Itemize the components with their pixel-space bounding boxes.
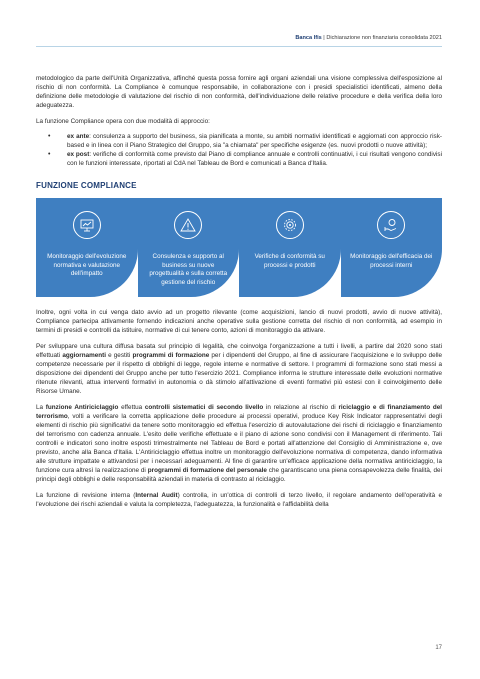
- text-run: che garantiscano una piena consapevolezza delle finalità, dei principi degli obblighi e delle responsabilità aziendali in materia di contrasto al riciclaggio.: [36, 467, 442, 483]
- section-title: FUNZIONE COMPLIANCE: [36, 181, 137, 190]
- approach-list: [48, 132, 442, 168]
- card-process-effectiveness: [341, 198, 443, 297]
- document-title: Dichiarazione non finanziaria consolidata 2021: [326, 35, 442, 41]
- paragraph-projects: Inoltre, ogni volta in cui venga dato avvio ad un progetto rilevante (come acquisizioni, lancio di nuovi prodotti, avvio di nuove attività), Compliance partecipa attivamente fornendo indicazioni anche operative sulla gestione corretta del rischio di non conformità, ad esempio in termini di presidi e controlli da istituire, normative di cui tenere conto, azioni di monitoraggio da attivare.: [36, 309, 442, 334]
- bullet-icon: •: [48, 151, 51, 158]
- list-item: [48, 132, 442, 150]
- page-header: [295, 35, 442, 41]
- text-run: ) controlla, in un'ottica di controlli di terzo livello, il regolare andamento dell'operatività e l'evoluzione dei rischi aziendali e valuta la completezza, l'adeguatezza, la funzionalità e l'affidabilità della: [36, 492, 442, 508]
- bullet-text: : verifiche di conformità come previsto dal Piano di compliance annuale e controlli continuativi, i cui risultati vengono condivisi con le funzioni interessate, riportati al CdA nel Tableau de Bord e comunicati a Banca d'Italia.: [67, 151, 442, 167]
- text-run: per i dipendenti del Gruppo, al fine di assicurare l'acquisizione e lo sviluppo delle competenze necessarie per il rispetto di obblighi di legge, regole interne e normative di settore. I programmi di formazione sono stati messi a disposizione dei dipendenti del Gruppo anche per tutto l'esercizio 2021. Compliance informa le strutture interessate delle evoluzioni normative ritenute rilevanti, attua interventi formativi in autonomia o dà stimolo all'attivazione di eventi formativi più estesi con il coinvolgimento delle Risorse Umane.: [36, 352, 443, 395]
- text-run-bold: programmi di formazione del personale: [147, 467, 267, 474]
- paragraph-internal-audit: [36, 491, 442, 509]
- compliance-cards: [36, 198, 442, 297]
- bullet-term: ex post: [67, 151, 90, 158]
- text-run-bold: aggiornamenti: [62, 352, 107, 359]
- monitor-chart-icon: [73, 211, 101, 239]
- page-number: 17: [435, 645, 442, 651]
- text-run: in relazione al rischio di: [263, 404, 339, 411]
- paragraph-intro: metodologico da parte dell'Unità Organizzativa, affinché questa possa fornire agli organi aziendali una visione complessiva dell'esposizione al rischio di non conformità. La Compliance è comunque responsabile, in collaborazione con i presidi specialistici identificati, almeno della definizione delle metodologie di valutazione del rischio di non conformità, dell'individuazione delle relative procedure e della verifica della loro adeguatezza.: [36, 75, 442, 109]
- paragraph-approach: La funzione Compliance opera con due modalità di approccio:: [36, 118, 210, 125]
- list-item: [48, 150, 442, 168]
- header-separator: |: [321, 35, 327, 41]
- paragraph-training: [36, 342, 442, 396]
- page-body: [36, 74, 442, 516]
- bullet-term: ex ante: [67, 133, 90, 140]
- card-text: Verifiche di conformità su processi e prodotti: [254, 253, 325, 269]
- warning-triangle-icon: [174, 211, 202, 239]
- card-business-advisory: [138, 198, 240, 297]
- text-run: La: [36, 404, 46, 411]
- text-run: effettua: [118, 404, 145, 411]
- text-run: La funzione di revisione interna (: [36, 492, 136, 499]
- money-hand-icon: [377, 211, 405, 239]
- gear-network-icon: [276, 211, 304, 239]
- card-conformity-checks: [239, 198, 341, 297]
- text-run-bold: funzione Antiriciclaggio: [45, 404, 119, 411]
- card-text: Consulenza e supporto al business su nuove progettualità e sulla corretta gestione del rischio: [149, 253, 228, 286]
- text-run: , volti a verificare la corretta applicazione delle procedure ai processi operativi, produce Key Risk Indicator rappresentativi degli elementi di rischio più significativi da tenere sotto monitoraggio ed effettua l'esercizio di autovalutazione dei rischi di riciclaggio e finanziamento del terrorismo con cadenza annuale. L'esito delle verifiche effettuate e il piano di azione sono condivisi con il Management di riferimento. Tali controlli e indicatori sono inoltre esposti trimestralmente nel Tableau de Bord e portati all'attenzione del Consiglio di Amministrazione e, ove previsto, anche alla Banca d'Italia. L'Antiriciclaggio effettua inoltre un monitoraggio dell'evoluzione normativa di competenza, dando informativa alle strutture impattate e attivandosi per i necessari adeguamenti. Al fine di garantire un'efficace applicazione della normativa antiriciclaggio, la funzione cura altresì la realizzazione di: [36, 413, 442, 474]
- text-run-bold: Internal Audit: [135, 492, 178, 499]
- card-text: Monitoraggio dell'evoluzione normativa e valutazione dell'impatto: [47, 253, 127, 278]
- paragraph-antiriciclaggio: [36, 403, 442, 484]
- bullet-icon: •: [48, 133, 51, 140]
- header-divider: [36, 46, 442, 47]
- text-run-bold: riciclaggio e di finanziamento del terrorismo: [36, 404, 442, 420]
- brand-name: Banca Ifis: [295, 35, 322, 41]
- card-text: Monitoraggio dell'efficacia dei processi interni: [350, 253, 433, 269]
- text-run-bold: controlli sistematici di secondo livello: [144, 404, 264, 411]
- bullet-text: : consulenza a supporto del business, sia pianificata a monte, su ambiti normativi identificati e aggiornati con approccio risk-based e in linea con il Piano Strategico del Gruppo, sia "a chiamata" per specifiche esigenze (es. nuovi prodotti o nuove attività);: [67, 133, 442, 149]
- text-run: Per sviluppare una cultura diffusa basata sul principio di legalità, che coinvolga l'organizzazione a tutti i livelli, a partire dal 2020 sono stati effettuati: [36, 343, 442, 359]
- card-monitoring-regulation: [36, 198, 138, 297]
- text-run-bold: programmi di formazione: [132, 352, 210, 359]
- text-run: e gestiti: [106, 352, 133, 359]
